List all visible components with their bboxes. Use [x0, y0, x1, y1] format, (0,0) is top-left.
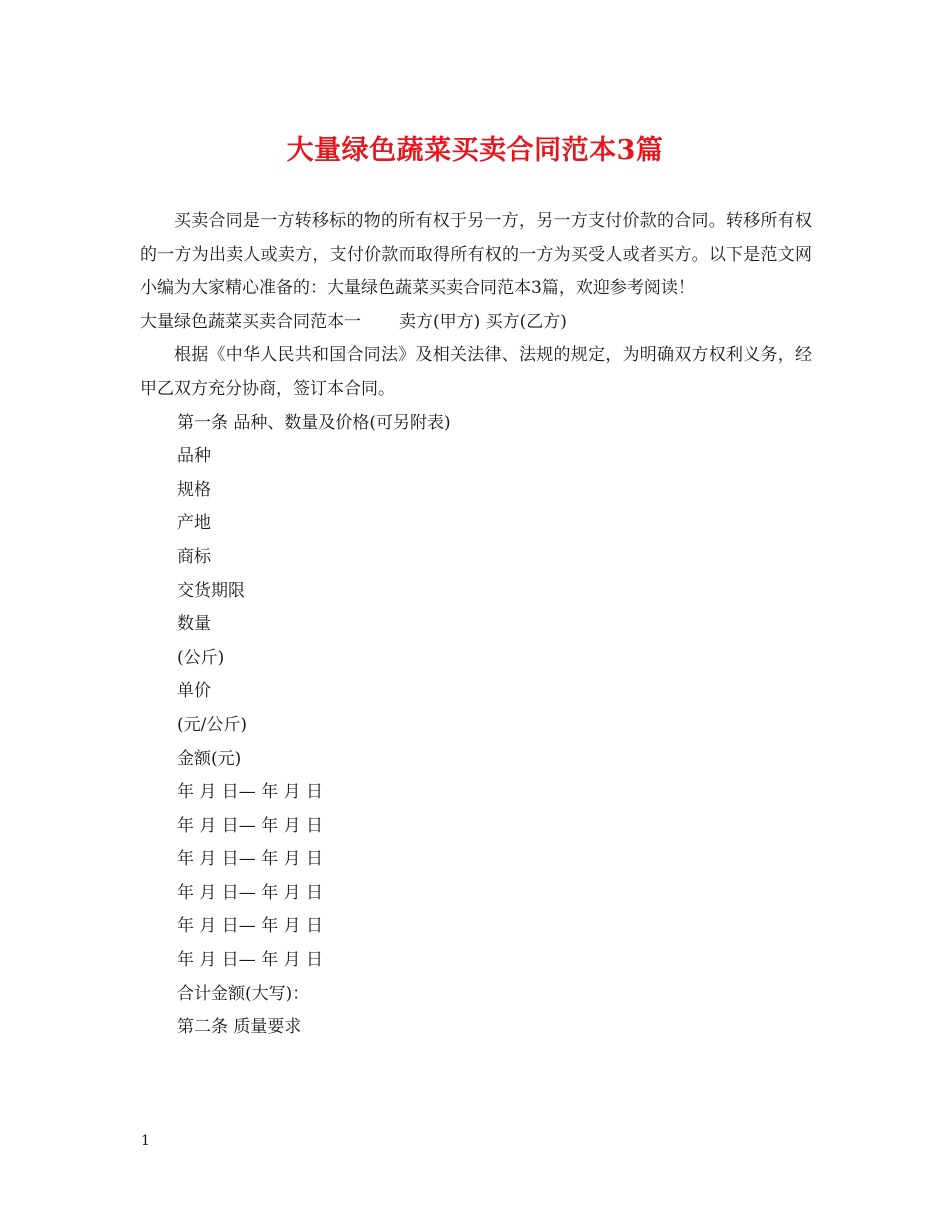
preamble-paragraph: 根据《中华人民共和国合同法》及相关法律、法规的规定，为明确双方权利义务，经甲乙双方充分协商，签订本合同。	[140, 345, 812, 399]
field-trademark: 商标	[177, 546, 211, 567]
article-1-heading: 第一条 品种、数量及价格(可另附表)	[177, 412, 451, 433]
date-range-line: 年 月 日— 年 月 日	[177, 882, 324, 903]
section-heading-line	[140, 306, 812, 340]
date-range-line: 年 月 日— 年 月 日	[177, 916, 324, 937]
parties-label: 卖方(甲方) 买方(乙方)	[399, 311, 567, 332]
intro-paragraph: 买卖合同是一方转移标的物的所有权于另一方，另一方支付价款的合同。转移所有权的一方为出卖人或卖方，支付价款而取得所有权的一方为买受人或者买方。以下是范文网小编为大家精心准备的：大量绿色蔬菜买卖合同范本3篇，欢迎参考阅读！	[140, 211, 812, 299]
document-body	[140, 205, 812, 1045]
page-number: 1	[141, 1133, 150, 1149]
date-range-line: 年 月 日— 年 月 日	[177, 815, 324, 836]
field-quantity-unit: (公斤)	[177, 647, 225, 668]
article-2-heading: 第二条 质量要求	[177, 1017, 302, 1038]
field-amount: 金额(元)	[177, 748, 242, 769]
field-quantity: 数量	[177, 614, 211, 635]
date-range-line: 年 月 日— 年 月 日	[177, 849, 324, 870]
document-title: 大量绿色蔬菜买卖合同范本3篇	[286, 135, 664, 166]
date-range-line: 年 月 日— 年 月 日	[177, 782, 324, 803]
date-range-line: 年 月 日— 年 月 日	[177, 950, 324, 971]
field-unit-price: 单价	[177, 681, 211, 702]
field-delivery-period: 交货期限	[177, 580, 245, 601]
total-amount-line: 合计金额(大写)：	[177, 983, 310, 1004]
field-origin: 产地	[177, 513, 211, 534]
section-title: 大量绿色蔬菜买卖合同范本一	[140, 311, 361, 332]
field-unit-price-unit: (元/公斤)	[177, 714, 247, 735]
field-variety: 品种	[177, 446, 211, 467]
field-spec: 规格	[177, 479, 211, 500]
